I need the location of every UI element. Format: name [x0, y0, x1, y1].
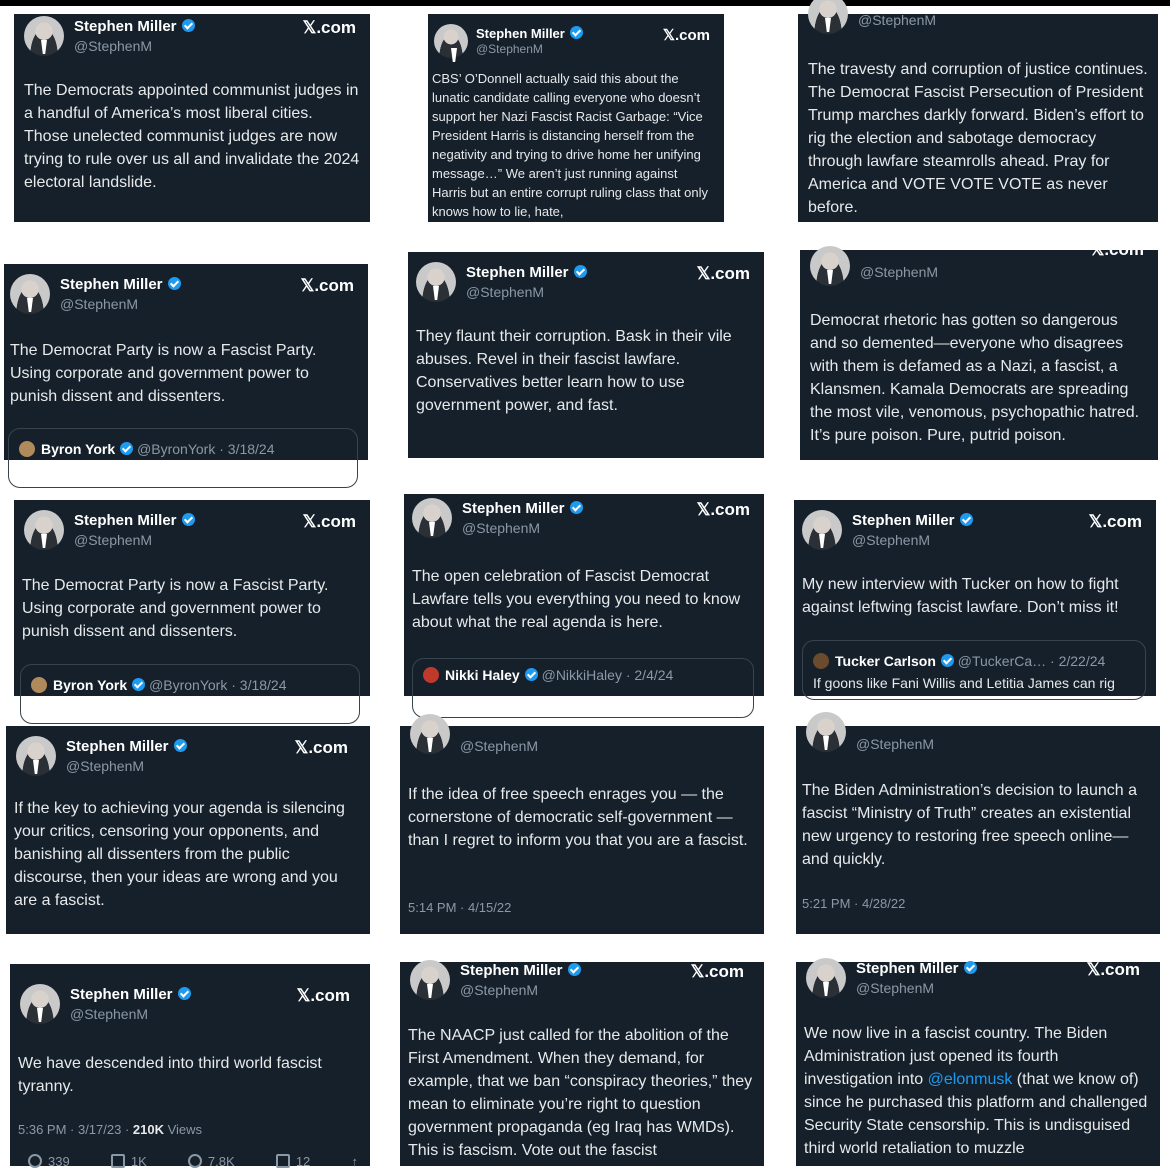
tweet-header [410, 958, 756, 1002]
author-name[interactable]: Stephen Miller [60, 276, 181, 293]
tweet-card-6[interactable] [800, 240, 1158, 460]
author-name[interactable]: Stephen Miller [466, 264, 587, 281]
tweet-text: Democrat rhetoric has gotten so dangerous and so demented—everyone who disagrees with them is defamed as a Nazi, a fascist, a Klansmen. Kamala Democrats are spreading the most vile, venomous, psychopathic hatred. It’s pure poison. Pure, putrid poison. [810, 312, 1140, 444]
author-name[interactable]: Stephen Miller [852, 512, 973, 529]
avatar[interactable] [810, 246, 850, 286]
avatar[interactable] [24, 510, 64, 550]
verified-badge-icon [174, 739, 187, 752]
author-name[interactable]: Stephen Miller [476, 26, 583, 41]
x-com-logo: 𝕏.com [690, 962, 744, 981]
tweet-timestamp[interactable]: 5:14 PM · 4/15/22 [408, 900, 512, 915]
x-com-logo: 𝕏.com [300, 276, 354, 295]
author-name[interactable]: Stephen Miller [74, 18, 195, 35]
author-handle[interactable]: @StephenM [476, 42, 543, 56]
tweet-text: The NAACP just called for the abolition of the First Amendment. When they demand, for example, that we ban “conspiracy theories,” they mean to eliminate you’re right to question government propaganda (eg Iraq has WMDs). This is fascism. Vote out the fascist [408, 1027, 753, 1159]
avatar[interactable] [416, 262, 456, 302]
tweet-text: The Biden Administration’s decision to launch a fascist “Ministry of Truth” creates an existential new urgency to restoring free speech online—and quickly. [802, 782, 1138, 868]
verified-badge-icon [574, 265, 587, 278]
x-com-logo: 𝕏.com [1086, 960, 1140, 979]
tweet-text: They flaunt their corruption. Bask in their vile abuses. Revel in their fascist lawfare. Conservatives better learn how to use government power, and fast. [416, 328, 732, 414]
avatar[interactable] [16, 736, 56, 776]
author-handle[interactable]: @StephenM [74, 38, 153, 54]
tweet-card-13[interactable] [10, 964, 370, 1169]
quoted-avatar [31, 677, 47, 693]
tweet-card-1[interactable] [14, 14, 370, 222]
author-handle[interactable]: @StephenM [856, 980, 935, 996]
quoted-tweet-text: If goons like Fani Willis and Letitia James can rig [813, 675, 1115, 691]
verified-badge-icon [120, 442, 133, 455]
tweet-card-9[interactable] [794, 500, 1156, 696]
verified-badge-icon [178, 987, 191, 1000]
tweet-header [24, 508, 362, 552]
author-handle[interactable]: @StephenM [60, 296, 139, 312]
quoted-avatar [813, 653, 829, 669]
avatar[interactable] [10, 274, 50, 314]
tweet-header [434, 22, 716, 66]
quoted-tweet[interactable] [8, 428, 358, 488]
verified-badge-icon [132, 678, 145, 691]
author-name[interactable]: Stephen Miller [462, 500, 583, 517]
tweet-text: My new interview with Tucker on how to fight against leftwing fascist lawfare. Don’t miss it! [802, 576, 1119, 616]
author-handle[interactable]: @StephenM [858, 12, 937, 28]
author-name[interactable]: Stephen Miller [74, 512, 195, 529]
reply-button[interactable]: 339 [28, 1154, 70, 1169]
avatar[interactable] [20, 984, 60, 1024]
tweet-header [20, 982, 362, 1026]
verified-badge-icon [570, 501, 583, 514]
quoted-author-line: Tucker Carlson @TuckerCa… · 2/22/24 [813, 653, 1105, 669]
avatar[interactable] [806, 958, 846, 998]
tweet-text: The travesty and corruption of justice continues. The Democrat Fascist Persecution of President Trump marches darkly forward. Biden’s effort to rig the election and sabotage democracy through lawfare steamrolls ahead. Pray for America and VOTE VOTE VOTE as never before. [808, 61, 1148, 216]
tweet-card-4[interactable] [4, 264, 368, 460]
quoted-avatar [19, 441, 35, 457]
verified-badge-icon [964, 961, 977, 974]
tweet-text: If the key to achieving your agenda is silencing your critics, censoring your opponents, and banishing all dissenters from the public discourse, then your ideas are wrong and you are a fascist. [14, 800, 345, 909]
x-com-logo: 𝕏.com [1090, 240, 1144, 259]
avatar[interactable] [24, 16, 64, 56]
tweet-card-10[interactable] [6, 726, 370, 934]
tweet-header [10, 272, 360, 316]
tweet-text: The open celebration of Fascist Democrat Lawfare tells you everything you need to know about what the real agenda is here. [412, 568, 741, 631]
tweet-text: The Democrats appointed communist judges in a handful of America’s most liberal cities. Those unelected communist judges are now trying to rule over us all and invalidate the 2024 electoral landslide. [24, 82, 360, 191]
x-com-logo: 𝕏.com [696, 500, 750, 519]
author-name[interactable]: Stephen Miller [856, 960, 977, 977]
author-handle[interactable]: @StephenM [466, 284, 545, 300]
tweet-card-3[interactable] [798, 14, 1158, 222]
avatar[interactable] [412, 498, 452, 538]
verified-badge-icon [568, 963, 581, 976]
tweet-text: CBS’ O’Donnell actually said this about the lunatic candidate calling everyone who doesn’t support her Nazi Fascist Racist Garbage: “Vice President Harris is distancing herself from the negativity and trying to drive home her unifying message…” We aren’t just running against Harris but an entire corrupt ruling class that only knows how to lie, hate, [432, 71, 709, 219]
tweet-card-8[interactable] [404, 494, 764, 696]
quoted-tweet[interactable] [412, 658, 754, 718]
tweet-text: The Democrat Party is now a Fascist Party. Using corporate and government power to punish dissent and dissenters. [22, 577, 329, 640]
verified-badge-icon [960, 513, 973, 526]
author-handle[interactable]: @StephenM [856, 736, 935, 752]
reply-icon [28, 1154, 42, 1168]
share-icon: ↑ [351, 1154, 358, 1169]
mention-link[interactable]: @elonmusk [927, 1071, 1013, 1088]
tweet-header [24, 14, 362, 58]
tweet-header [806, 710, 1152, 754]
author-name[interactable]: Stephen Miller [66, 738, 187, 755]
author-name[interactable]: Stephen Miller [70, 986, 191, 1003]
author-handle[interactable]: @StephenM [852, 532, 931, 548]
quoted-author-line: Nikki Haley @NikkiHaley · 2/4/24 [423, 667, 673, 683]
repost-button[interactable]: 1K [111, 1154, 147, 1169]
tweet-actions [28, 1154, 358, 1169]
author-handle[interactable]: @StephenM [462, 520, 541, 536]
bookmark-icon [276, 1154, 290, 1168]
x-com-logo: 𝕏.com [302, 512, 356, 531]
views-count: 210K [132, 1122, 164, 1137]
author-name[interactable]: Stephen Miller [460, 962, 581, 979]
share-button[interactable] [351, 1154, 358, 1169]
bookmark-button[interactable]: 12 [276, 1154, 310, 1169]
author-handle[interactable]: @StephenM [66, 758, 145, 774]
quoted-tweet[interactable] [20, 664, 360, 724]
tweet-card-5[interactable] [408, 252, 764, 458]
x-com-logo: 𝕏.com [296, 986, 350, 1005]
x-com-logo: 𝕏.com [662, 27, 710, 44]
avatar[interactable] [434, 24, 468, 58]
tweet-card-12[interactable] [796, 726, 1160, 934]
avatar[interactable] [808, 0, 848, 34]
tweet-text: We have descended into third world fascist tyranny. [18, 1055, 322, 1095]
avatar[interactable] [410, 714, 450, 754]
like-button[interactable]: 7.8K [188, 1154, 235, 1169]
tweet-text: The Democrat Party is now a Fascist Party. Using corporate and government power to punish dissent and dissenters. [10, 342, 317, 405]
author-handle[interactable]: @StephenM [860, 264, 939, 280]
quoted-author-line: Byron York @ByronYork · 3/18/24 [31, 677, 287, 693]
tweet-header [806, 956, 1152, 1000]
quoted-avatar [423, 667, 439, 683]
tweet-card-15[interactable] [796, 962, 1160, 1166]
tweet-timestamp[interactable]: 5:36 PM · 3/17/23 · 210K Views [18, 1122, 203, 1137]
verified-badge-icon [182, 513, 195, 526]
verified-badge-icon [570, 26, 583, 39]
tweet-header [412, 496, 756, 540]
tweet-header [810, 240, 1150, 288]
heart-icon [188, 1154, 202, 1168]
author-handle[interactable]: @StephenM [74, 532, 153, 548]
tweet-card-11[interactable] [400, 726, 764, 934]
tweet-timestamp[interactable]: 5:21 PM · 4/28/22 [802, 896, 906, 911]
x-com-logo: 𝕏.com [302, 18, 356, 37]
tweet-text: We now live in a fascist country. The Biden Administration just opened its fourth investigation into @elonmusk (that we know of) since he purchased this platform and challenged Security State censorship. This is undisguised third world retaliation to muzzle [804, 1025, 1148, 1157]
verified-badge-icon [168, 277, 181, 290]
tweet-card-14[interactable] [400, 962, 764, 1166]
author-handle[interactable]: @StephenM [460, 738, 539, 754]
repost-icon [111, 1154, 125, 1168]
verified-badge-icon [525, 668, 538, 681]
tweet-header [802, 508, 1148, 552]
verified-badge-icon [941, 654, 954, 667]
avatar[interactable] [802, 510, 842, 550]
tweet-header [410, 712, 756, 756]
tweet-card-7[interactable] [14, 500, 370, 696]
avatar[interactable] [410, 960, 450, 1000]
author-handle[interactable]: @StephenM [70, 1006, 149, 1022]
quoted-tweet[interactable] [802, 640, 1146, 700]
avatar[interactable] [806, 712, 846, 752]
tweet-text: If the idea of free speech enrages you — the cornerstone of democratic self-government — than I regret to inform you that you are a fascist. [408, 786, 748, 849]
tweet-header [416, 260, 756, 304]
author-handle[interactable]: @StephenM [460, 982, 539, 998]
x-com-logo: 𝕏.com [696, 264, 750, 283]
x-com-logo: 𝕏.com [294, 738, 348, 757]
views-label: Views [163, 1122, 203, 1137]
x-com-logo: 𝕏.com [1088, 512, 1142, 531]
tweet-header [808, 0, 1150, 36]
verified-badge-icon [182, 19, 195, 32]
tweet-card-2[interactable] [428, 14, 724, 222]
quoted-author-line: Byron York @ByronYork · 3/18/24 [19, 441, 275, 457]
tweet-header [16, 734, 362, 778]
